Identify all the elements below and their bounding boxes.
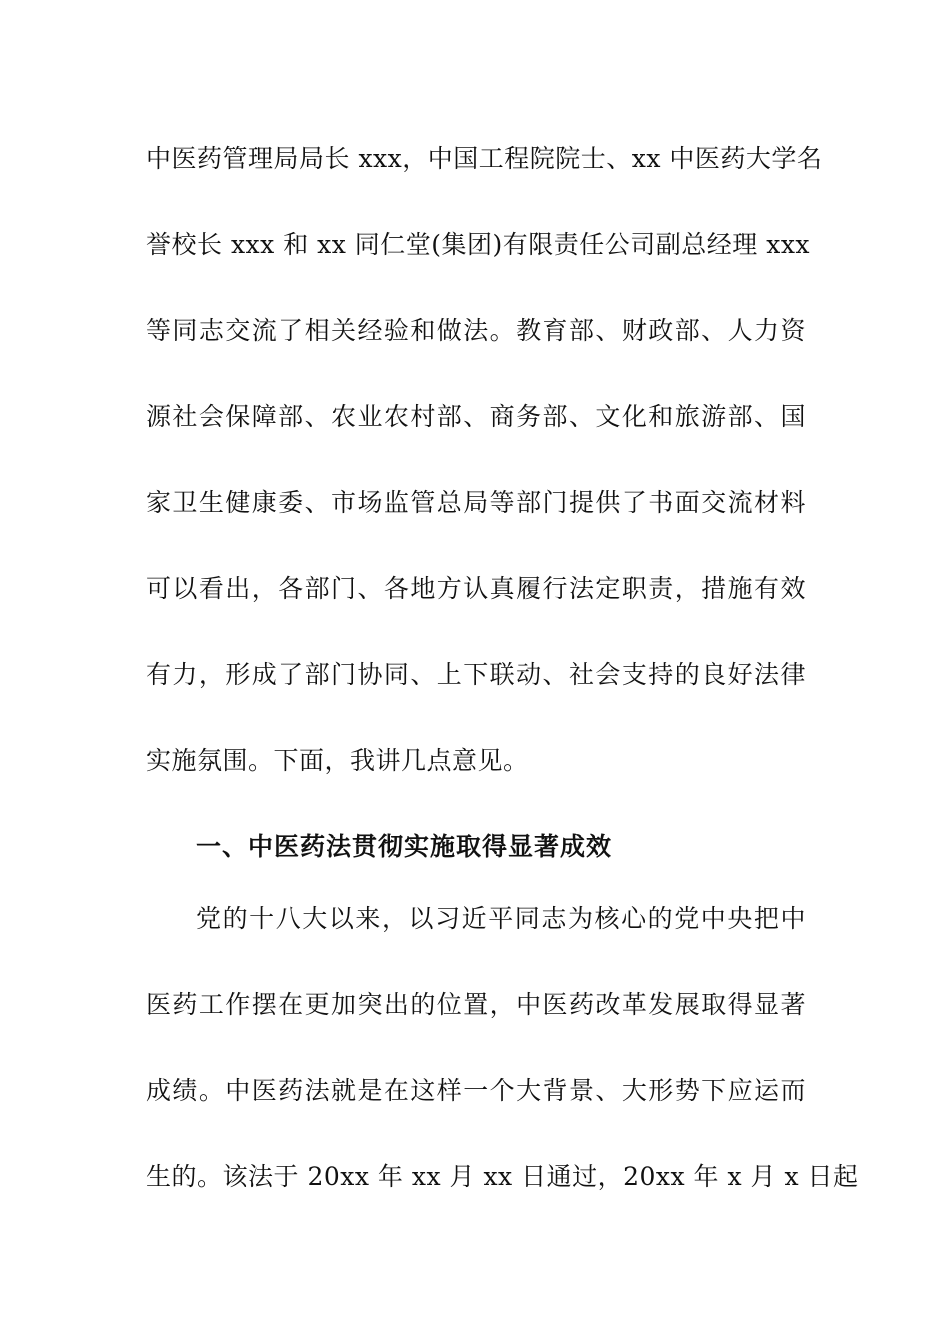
paragraph-line: 实施氛围。下面，我讲几点意见。 bbox=[146, 746, 529, 775]
paragraph-line: 家卫生健康委、市场监管总局等部门提供了书面交流材料 bbox=[146, 488, 806, 517]
paragraph-line: 源社会保障部、农业农村部、商务部、文化和旅游部、国 bbox=[146, 402, 806, 431]
paragraph-line: 等同志交流了相关经验和做法。教育部、财政部、人力资 bbox=[146, 316, 806, 345]
paragraph-line: 可以看出，各部门、各地方认真履行法定职责，措施有效 bbox=[146, 574, 806, 603]
paragraph-line: 中医药管理局局长 xxx，中国工程院院士、xx 中医药大学名 bbox=[146, 144, 823, 173]
paragraph-line: 生的。该法于 20xx 年 xx 月 xx 日通过，20xx 年 x 月 x 日起 bbox=[146, 1162, 859, 1191]
paragraph-line: 党的十八大以来，以习近平同志为核心的党中央把中 bbox=[196, 904, 806, 933]
paragraph-line: 成绩。中医药法就是在这样一个大背景、大形势下应运而 bbox=[146, 1076, 806, 1105]
paragraph-line: 誉校长 xxx 和 xx 同仁堂(集团)有限责任公司副总经理 xxx bbox=[146, 230, 811, 259]
paragraph-line: 有力，形成了部门协同、上下联动、社会支持的良好法律 bbox=[146, 660, 806, 689]
section-heading: 一、中医药法贯彻实施取得显著成效 bbox=[196, 832, 613, 861]
paragraph-line: 医药工作摆在更加突出的位置，中医药改革发展取得显著 bbox=[146, 990, 806, 1019]
